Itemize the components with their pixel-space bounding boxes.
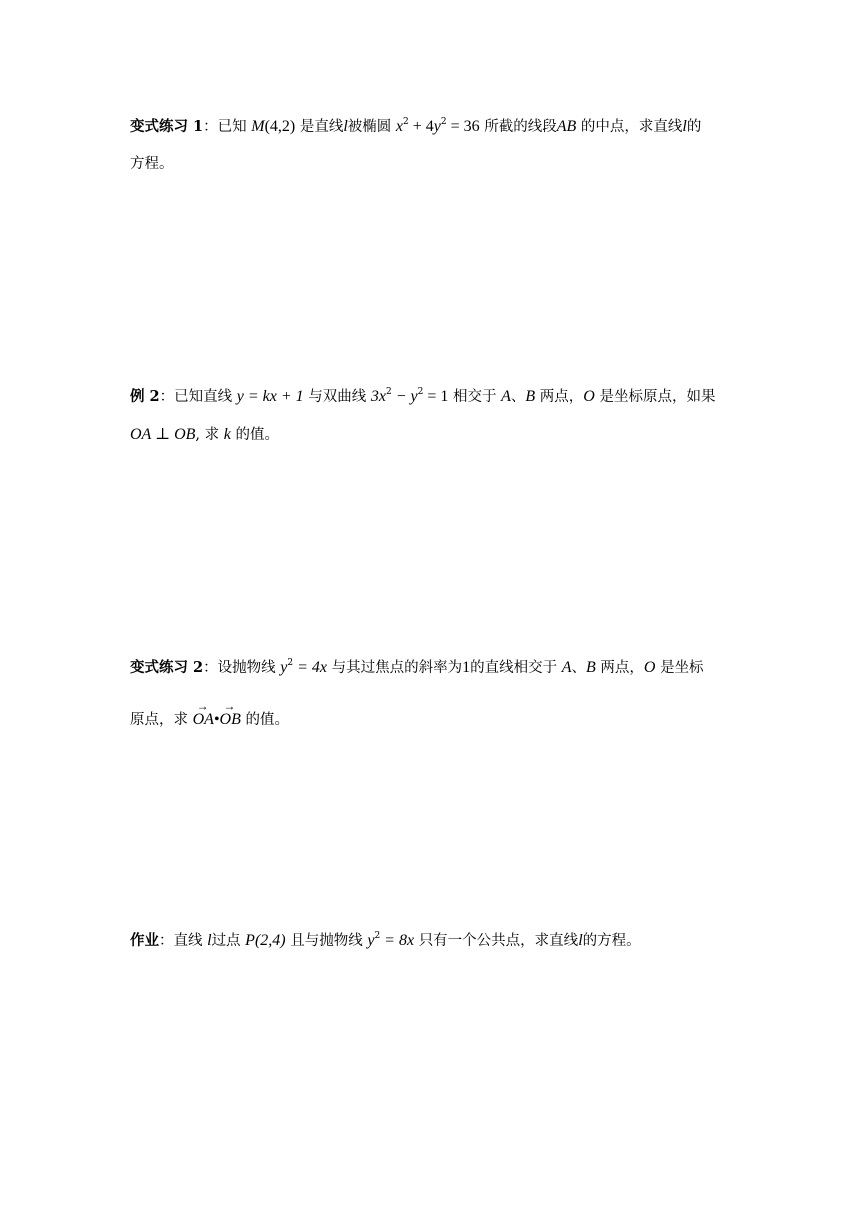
text: 与双曲线 [308,389,367,405]
math-line-l: l [578,932,583,949]
math-k: k [223,426,231,443]
text: 原点，求 [130,712,188,728]
math-point-a: A [501,388,511,405]
text: 的 [686,119,702,135]
text: 只有一个公共点，求直线 [418,933,579,949]
text: 且与抛物线 [290,933,363,949]
text: 两点， [539,389,584,405]
exercise-1-line-2 [130,155,174,173]
math-parabola-equation: $y^2 = 8x$ [367,931,415,949]
math-parabola-equation: $y^2 = 4x$ [280,658,327,676]
math-point-a: A [561,659,572,676]
homework-label: 作业 [130,932,159,949]
text: ：设抛物线 [203,660,276,676]
math-coordinates: (4,2) [264,118,296,135]
text: 是坐标原点，如果 [599,389,716,405]
text: 所截的线段 [484,119,557,135]
example-2-line-1 [130,388,715,406]
text: 与其过焦点的斜率为 [331,660,463,676]
exercise-1-label: 变式练习 1 [130,118,204,135]
math-segment-ab: AB [556,118,577,135]
vector-arrow-icon: → [196,699,209,713]
math-point-o: O [583,388,595,405]
text: 是直线 [299,119,344,135]
text: 的直线相交于 [470,660,558,676]
exercise-2-label: 变式练习 2 [130,659,204,676]
math-hyperbola-equation: $3x^2 - y^2 = 1$ [370,387,449,405]
exercise-2-line-2 [130,699,289,729]
text: ：已知 [203,119,247,135]
math-line-l: l [682,118,687,135]
text: 、 [510,389,526,405]
example-2-label: 例 2 [130,388,160,405]
math-dot-product: • [213,711,220,728]
math-vector-ob: → OB [219,699,241,728]
text: ：直线 [159,933,203,949]
example-2-line-2 [130,426,279,444]
math-point-p: P(2,4) [245,932,286,949]
homework-line-1 [130,932,641,950]
text: 是坐标 [660,660,704,676]
text: 的值。 [235,427,279,443]
text: 的值。 [245,712,289,728]
math-slope: 1 [462,659,471,676]
math-line-equation: y = kx + 1 [236,388,304,405]
text: 过点 [211,933,241,949]
text: 的方程。 [582,933,641,949]
math-line-l: l [343,118,348,135]
math-line-l: l [207,932,212,949]
exercise-1-line-1 [130,118,701,136]
math-perpendicular: OA ⊥ OB [130,426,196,443]
text: 相交于 [453,389,497,405]
math-point-name: M [251,118,265,135]
math-point-b: B [525,388,536,405]
text: , 求 [195,427,220,443]
text: ：已知直线 [159,389,233,405]
text: 两点， [600,660,644,676]
text: 方程。 [130,156,174,172]
math-vector-oa: → OA [192,699,214,728]
vector-arrow-icon: → [223,699,236,713]
math-point-o: O [643,659,656,676]
math-point-b: B [586,659,596,676]
exercise-2-line-1 [130,659,704,677]
text: 被椭圆 [347,119,392,135]
text: 的中点，求直线 [580,119,683,135]
math-ellipse-equation: $x^2 + 4y^2 = 36$ [395,117,480,135]
text: 、 [571,660,586,676]
